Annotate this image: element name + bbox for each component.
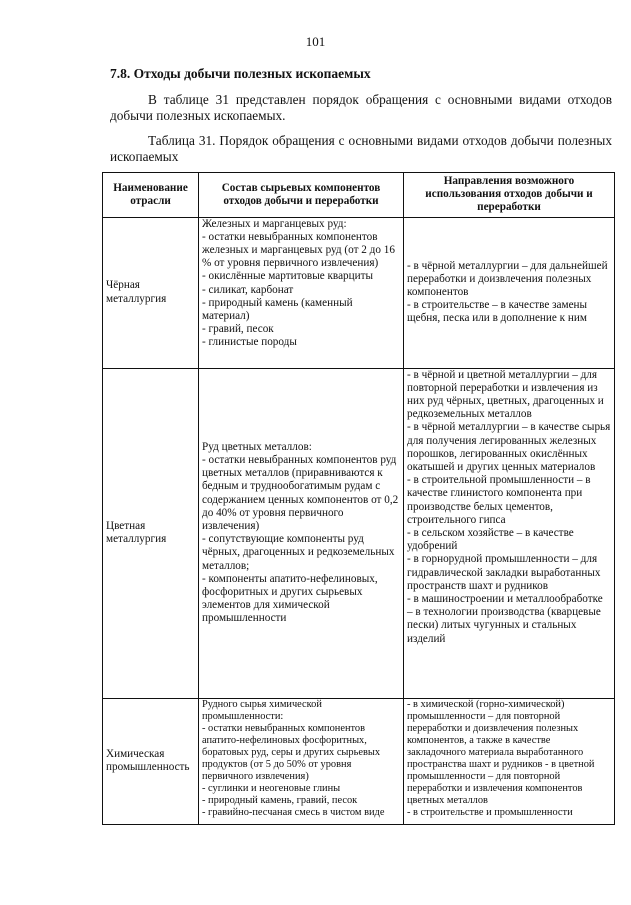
composition-item: Рудного сырья химической промышленности: bbox=[202, 698, 322, 722]
page-number: 101 bbox=[305, 34, 326, 49]
composition-item: - силикат, карбонат bbox=[202, 283, 294, 296]
composition-item: - гравийно-песчаная смесь в чистом виде bbox=[202, 807, 385, 819]
header-composition: Состав сырьевых компонентов отходов добычи и переработки bbox=[199, 173, 404, 218]
composition-item: - остатки невыбранных компонентов железных и марганцевых руд (от 2 до 16 % от уровня первичного извлечения) bbox=[202, 230, 395, 270]
composition-item: - глинистые породы bbox=[202, 336, 297, 349]
composition-item: - компоненты апатито-нефелиновых, фосфоритных и других сырьевых элементов для химической промышленности bbox=[202, 572, 378, 625]
uses-cell bbox=[404, 217, 615, 368]
table-row bbox=[103, 217, 615, 368]
use-item: - в строительстве – в качестве замены щебня, песка или в дополнение к ним bbox=[407, 299, 588, 325]
use-item: - в строительстве и промышленности bbox=[407, 807, 573, 819]
table-row bbox=[103, 698, 615, 824]
use-item: - в сельском хозяйстве – в качестве удобрений bbox=[407, 527, 574, 553]
section-heading: 7.8. Отходы добычи полезных ископаемых bbox=[110, 66, 371, 81]
use-item: - в чёрной металлургии – в качестве сырья для получения легированных железных порошков, легированных окислённых окатышей и других ценных материалов bbox=[407, 421, 611, 474]
use-item: - в горнорудной промышленности – для гидравлической закладки выработанных пространств шахт и рудников bbox=[407, 553, 601, 592]
table-caption: Таблица 31. Порядок обращения с основными видами отходов добычи полезных ископаемых bbox=[110, 133, 612, 164]
table-header-row bbox=[103, 173, 615, 218]
header-industry: Наименование отрасли bbox=[103, 173, 199, 218]
composition-item: Руд цветных металлов: bbox=[202, 440, 312, 453]
composition-cell bbox=[199, 698, 404, 824]
composition-cell bbox=[199, 368, 404, 698]
composition-item: - сопутствующие компоненты руд чёрных, драгоценных и редкоземельных металлов; bbox=[202, 533, 395, 572]
composition-item: - остатки невыбранных компонентов руд цветных металлов (приравниваются к бедным и труднообогатимым рудам с содержанием ценных компонентов от 0,2 до 40% от уровня первичного извлечения) bbox=[202, 453, 399, 532]
use-item: - в чёрной металлургии – для дальнейшей переработки и доизвлечения полезных компонентов bbox=[407, 259, 608, 298]
industry-cell: Цветная металлургия bbox=[103, 368, 199, 698]
use-item: - в чёрной и цветной металлургии – для повторной переработки и извлечения из них руд чёрных, цветных, драгоценных и редкоземельных металлов bbox=[407, 368, 604, 421]
composition-item: - суглинки и неогеновые глины bbox=[202, 783, 341, 795]
composition-item: - природный камень (каменный материал) bbox=[202, 296, 353, 323]
composition-item: Железных и марганцевых руд: bbox=[202, 217, 347, 230]
industry-cell: Чёрная металлургия bbox=[103, 217, 199, 368]
table-row bbox=[103, 368, 615, 698]
industry-cell: Химическая промышленность bbox=[103, 698, 199, 824]
composition-item: - окислённые мартитовые кварциты bbox=[202, 270, 374, 283]
composition-item: - гравий, песок bbox=[202, 323, 274, 336]
uses-cell bbox=[404, 368, 615, 698]
composition-cell bbox=[199, 217, 404, 368]
use-item: - в машиностроении и металлообработке – в технологии производства (кварцевые пески) литых чугунных и стальных изделий bbox=[407, 593, 603, 645]
use-item: - в строительной промышленности – в качестве глинистого компонента при производстве белых цементов, строительного гипса bbox=[407, 474, 591, 526]
uses-cell bbox=[404, 698, 615, 824]
header-uses: Направления возможного использования отходов добычи и переработки bbox=[404, 173, 615, 218]
waste-handling-table bbox=[102, 172, 615, 825]
composition-item: - природный камень, гравий, песок bbox=[202, 795, 358, 807]
composition-item: - остатки невыбранных компонентов апатито-нефелиновых фосфоритных, боратовых руд, серы и других сырьевых продуктов (от 5 до 50% от уровня первичного извлечения) bbox=[202, 722, 381, 783]
use-item: - в химической (горно-химической) промышленности – для повторной переработки и доизвлечения полезных компонентов, а также в качестве закладочного материала выработанного пространства шахт и рудников - в цветной промышленности – для повторной переработки и извлечения компонентов цветных металлов bbox=[407, 698, 595, 807]
intro-paragraph: В таблице 31 представлен порядок обращения с основными видами отходов добычи полезных ископаемых. bbox=[110, 92, 612, 123]
